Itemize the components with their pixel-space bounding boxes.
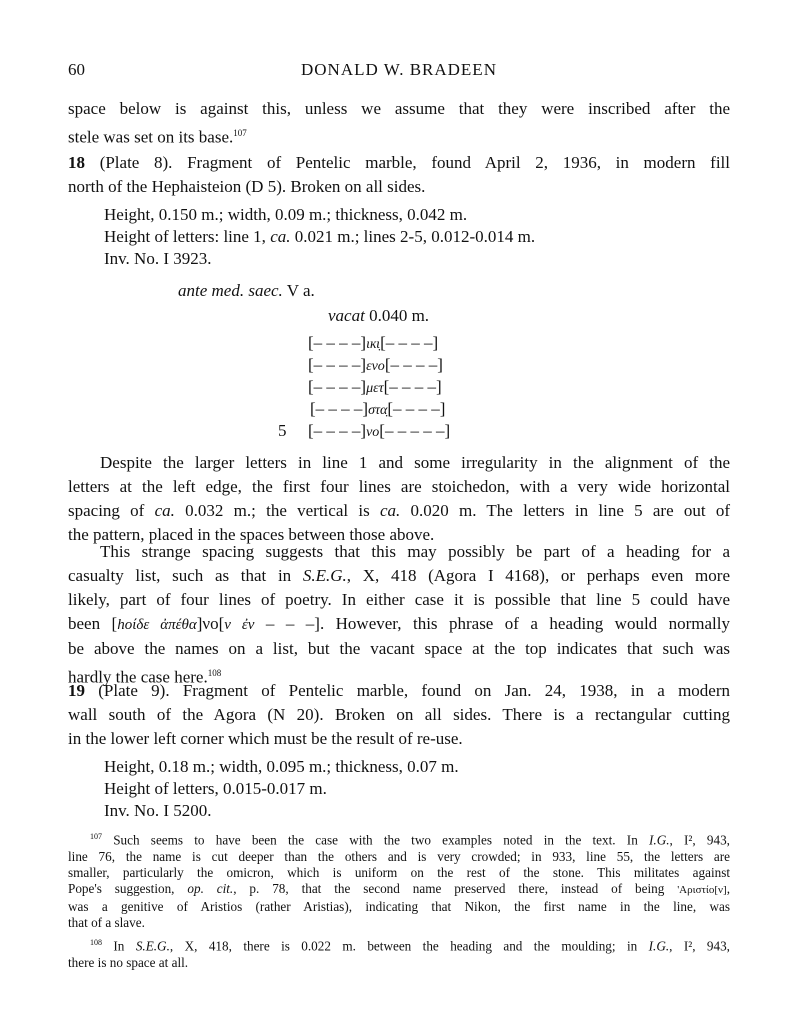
commentary-line: the pattern, placed in the spaces between those above. <box>68 525 435 544</box>
entry-19-line-2: wall south of the Agora (N 20). Broken on all sides. There is a rectangular cutting <box>68 705 730 724</box>
intro-line-2-text: stele was set on its base. <box>68 127 234 147</box>
footnote-line: smaller, particularly the omicron, which is uniform on the rest of the stone. This militates against <box>68 864 730 880</box>
footnote-text: Pope's suggestion, <box>68 881 188 897</box>
commentary-line: This strange spacing suggests that this may possibly be part of a heading for a <box>100 542 730 561</box>
commentary-text: 0.020 m. The letters in line 5 are out of <box>400 501 731 520</box>
ig-abbrev: I.G. <box>648 938 670 954</box>
greek-name: 'Αριστίο[ν] <box>677 884 727 897</box>
circa-abbrev: ca. <box>154 501 175 520</box>
footnote-line <box>68 935 730 955</box>
commentary-line: letters at the left edge, the first four lines are stoichedon, with a very wide horizontal <box>68 477 730 496</box>
seg-abbrev: S.E.G. <box>135 938 170 954</box>
entry-18-inventory: Inv. No. I 3923. <box>104 249 212 268</box>
footnote-text: , I², 943, <box>669 832 730 848</box>
inscription-text <box>310 398 445 422</box>
vacat-measure: 0.040 m. <box>364 306 430 325</box>
entry-19-inventory: Inv. No. I 5200. <box>104 801 212 820</box>
intro-line-1: space below is against this, unless we assume that they were inscribed after the <box>68 99 730 118</box>
entry-18-letter-height <box>104 226 535 248</box>
bracket-left: [– – – –] <box>308 355 367 374</box>
footnote-text: , X, 418, there is 0.022 m. between the heading and the moulding; in <box>169 938 649 954</box>
footnote-text: , <box>726 881 730 897</box>
footnote-text: , I², 943, <box>669 938 730 954</box>
entry-18-letter-height-b: 0.021 m.; lines 2-5, 0.012-0.014 m. <box>290 227 536 246</box>
commentary-text: casualty list, such as that in <box>68 566 303 585</box>
ig-abbrev: I.G. <box>649 832 670 848</box>
greek-phrase: hοίδε ἀπέθα <box>117 617 197 633</box>
vacat-italic: vacat <box>328 306 365 325</box>
inscription-text <box>308 332 438 356</box>
entry-19-number: 19 <box>68 681 85 700</box>
op-cit-abbrev: op. cit. <box>187 881 234 897</box>
greek-letters: μετ <box>366 381 384 396</box>
greek-phrase: ν ἐν <box>224 617 255 633</box>
entry-18-letter-height-a: Height of letters: line 1, <box>104 227 271 246</box>
footnote-number: 108 <box>90 938 102 947</box>
footnote-line: was a genitive of Aristios (rather Aristias), indicating that Nikon, the first name in the line, was <box>68 898 730 914</box>
footnote-107 <box>68 829 730 931</box>
commentary-text: hardly the case here. <box>68 667 208 687</box>
commentary-line <box>68 564 730 588</box>
commentary-text: ]νο[ <box>196 614 225 633</box>
footnote-number: 107 <box>90 832 102 841</box>
entry-19-dimensions: Height, 0.18 m.; width, 0.095 m.; thickness, 0.07 m. <box>104 757 459 776</box>
running-title: DONALD W. BRADEEN <box>301 60 497 79</box>
footnote-ref-107: 107 <box>233 128 247 138</box>
line-number: 5 <box>278 421 287 440</box>
footnote-line: that of a slave. <box>68 914 145 930</box>
greek-letters: νο <box>366 425 380 440</box>
inscription-text <box>308 420 450 444</box>
entry-18-number: 18 <box>68 153 85 172</box>
entry-18-commentary-2 <box>68 540 730 690</box>
footnote-line: there is no space at all. <box>68 954 189 970</box>
entry-18-line-1 <box>68 151 730 175</box>
entry-19-heading <box>68 679 730 751</box>
entry-19-measurements <box>104 756 459 822</box>
date-italic: ante med. saec. <box>178 281 283 300</box>
entry-18-heading <box>68 151 730 199</box>
greek-letters: στα̣ <box>368 403 388 418</box>
bracket-right: [– – – –] <box>380 333 439 352</box>
entry-19-line-1-text: (Plate 9). Fragment of Pentelic marble, found on Jan. 24, 1938, in a modern <box>98 681 731 700</box>
inscription-text <box>308 376 442 400</box>
commentary-line: Despite the larger letters in line 1 and some irregularity in the alignment of the <box>100 453 730 472</box>
commentary-text: – – –]. However, this phrase of a heading would normally <box>254 614 730 633</box>
commentary-text: spacing of <box>68 501 155 520</box>
commentary-text: , X, 418 (Agora I 4168), or perhaps even more <box>346 566 730 585</box>
commentary-line: likely, part of four lines of poetry. In either case it is possible that line 5 could have <box>68 590 730 609</box>
bracket-left: [– – – –] <box>308 421 367 440</box>
bracket-right: [– – – –] <box>383 377 442 396</box>
entry-18-measurements <box>104 204 535 270</box>
intro-line-2 <box>68 121 730 150</box>
footnote-text: In <box>102 938 136 954</box>
entry-18-date <box>178 281 315 301</box>
entry-18-commentary-1 <box>68 451 730 547</box>
footnote-text: , p. 78, that the second name preserved there, instead of being <box>233 881 678 897</box>
footnote-text: Such seems to have been the case with the two examples noted in the text. In <box>102 832 650 848</box>
circa-abbrev: ca. <box>379 501 401 520</box>
bracket-left: [– – – –] <box>310 399 369 418</box>
bracket-right: [– – – – –] <box>379 421 451 440</box>
footnote-line: line 76, the name is cut deeper than the others and is very crowded; in 933, line 55, the letters are <box>68 848 730 864</box>
footnote-line <box>68 829 730 849</box>
page-number: 60 <box>68 60 85 79</box>
seg-abbrev: S.E.G. <box>302 566 347 585</box>
greek-letters: ενο <box>366 359 385 374</box>
entry-19-letter-height: Height of letters, 0.015-0.017 m. <box>104 779 327 798</box>
commentary-line: be above the names on a list, but the vacant space at the top indicates that such was <box>68 639 730 658</box>
running-header <box>68 60 730 84</box>
entry-18-vacat <box>328 306 429 326</box>
commentary-text: 0.032 m.; the vertical is <box>174 501 380 520</box>
inscription-text <box>308 354 443 378</box>
commentary-line <box>68 612 730 637</box>
date-rest: V a. <box>282 281 315 300</box>
entry-19-line-1 <box>68 679 730 703</box>
entry-18-line-1-text: (Plate 8). Fragment of Pentelic marble, found April 2, 1936, in modern fill <box>99 153 730 172</box>
commentary-line <box>68 499 730 523</box>
bracket-right: [– – – –] <box>387 399 446 418</box>
footnote-ref-108: 108 <box>207 668 222 678</box>
entry-19-line-3: in the lower left corner which must be the result of re-use. <box>68 729 463 748</box>
greek-letters: ιĸι̣ <box>366 337 381 352</box>
bracket-left: [– – – –] <box>308 333 367 352</box>
entry-18-dimensions: Height, 0.150 m.; width, 0.09 m.; thickness, 0.042 m. <box>104 205 468 224</box>
circa-abbrev: ca. <box>270 227 291 246</box>
commentary-text: been [ <box>68 614 118 633</box>
footnote-line <box>68 881 730 898</box>
bracket-left: [– – – –] <box>308 377 367 396</box>
entry-18-line-2: north of the Hephaisteion (D 5). Broken on all sides. <box>68 177 426 196</box>
intro-paragraph <box>68 97 730 150</box>
footnote-108 <box>68 935 730 971</box>
bracket-right: [– – – –] <box>384 355 443 374</box>
